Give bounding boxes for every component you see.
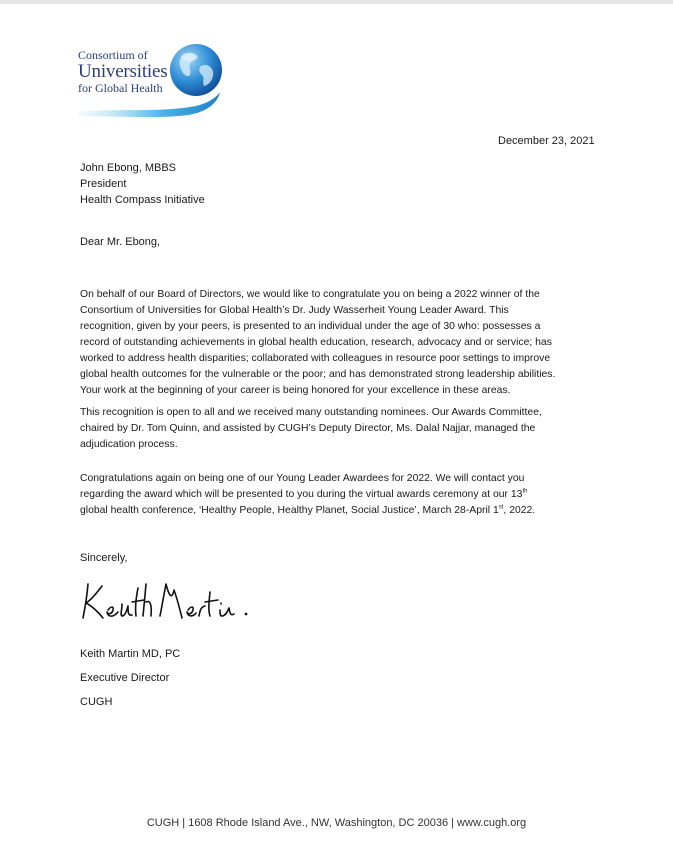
- paragraph-3: [80, 471, 535, 519]
- paragraph-line: Consortium of Universities for Global Health’s Dr. Judy Wasserheit Young Leader Award. This: [80, 305, 509, 316]
- paragraph-line: record of outstanding achievements in global health education, research, advocacy and or service; has: [80, 337, 552, 348]
- logo-line-1: Consortium of: [78, 48, 148, 62]
- recipient-name: John Ebong, MBBS: [80, 162, 177, 174]
- paragraph-1: [80, 287, 555, 399]
- recipient-title: President: [80, 178, 127, 190]
- paragraph-line: recognition, given by your peers, is presented to an individual under the age of 30 who: possesses a: [80, 321, 541, 332]
- logo-line-2: Universities: [78, 61, 168, 82]
- paragraph-text: , 2022.: [503, 505, 536, 516]
- recipient-address: [80, 160, 205, 208]
- paragraph-text: global health conference, ‘Healthy People, Healthy Planet, Social Justice’, March 28-April 1: [80, 505, 499, 516]
- signatory-organization: CUGH: [80, 696, 113, 708]
- closing: Sincerely,: [80, 552, 128, 564]
- paragraph-line: Your work at the beginning of your career is being honored for your excellence in these areas.: [80, 385, 511, 396]
- paragraph-text: regarding the award which will be presented to you during the virtual awards ceremony at our 13: [80, 489, 523, 500]
- paragraph-2: [80, 405, 542, 453]
- signatory-name: Keith Martin MD, PC: [80, 648, 181, 660]
- letter-footer: CUGH | 1608 Rhode Island Ave., NW, Washington, DC 20036 | www.cugh.org: [146, 817, 527, 829]
- logo-line-3: for Global Health: [78, 81, 163, 95]
- top-border: [0, 0, 673, 4]
- paragraph-line: [80, 503, 535, 519]
- ordinal-suffix: th: [522, 488, 528, 495]
- paragraph-line: adjudication process.: [80, 439, 178, 450]
- ordinal-suffix: st: [498, 504, 504, 511]
- recipient-organization: Health Compass Initiative: [80, 194, 205, 206]
- handwritten-signature: [78, 570, 258, 630]
- paragraph-line: This recognition is open to all and we received many outstanding nominees. Our Awards Committee,: [80, 407, 542, 418]
- paragraph-line: chaired by Dr. Tom Quinn, and assisted by CUGH’s Deputy Director, Ms. Dalal Najjar, managed the: [80, 423, 536, 434]
- paragraph-line: [80, 487, 535, 503]
- cugh-logo: [78, 40, 238, 120]
- signatory-title: Executive Director: [80, 672, 170, 684]
- paragraph-line: On behalf of our Board of Directors, we would like to congratulate you on being a 2022 winner of the: [80, 289, 540, 300]
- letter-date: December 23, 2021: [498, 135, 595, 147]
- paragraph-line: Congratulations again on being one of our Young Leader Awardees for 2022. We will contact you: [80, 473, 525, 484]
- paragraph-line: worked to address health disparities; collaborated with colleagues in resource poor settings to improve: [80, 353, 551, 364]
- paragraph-line: global health outcomes for the vulnerable or the poor; and has demonstrated strong leadership abilities.: [80, 369, 556, 380]
- salutation: Dear Mr. Ebong,: [80, 236, 161, 248]
